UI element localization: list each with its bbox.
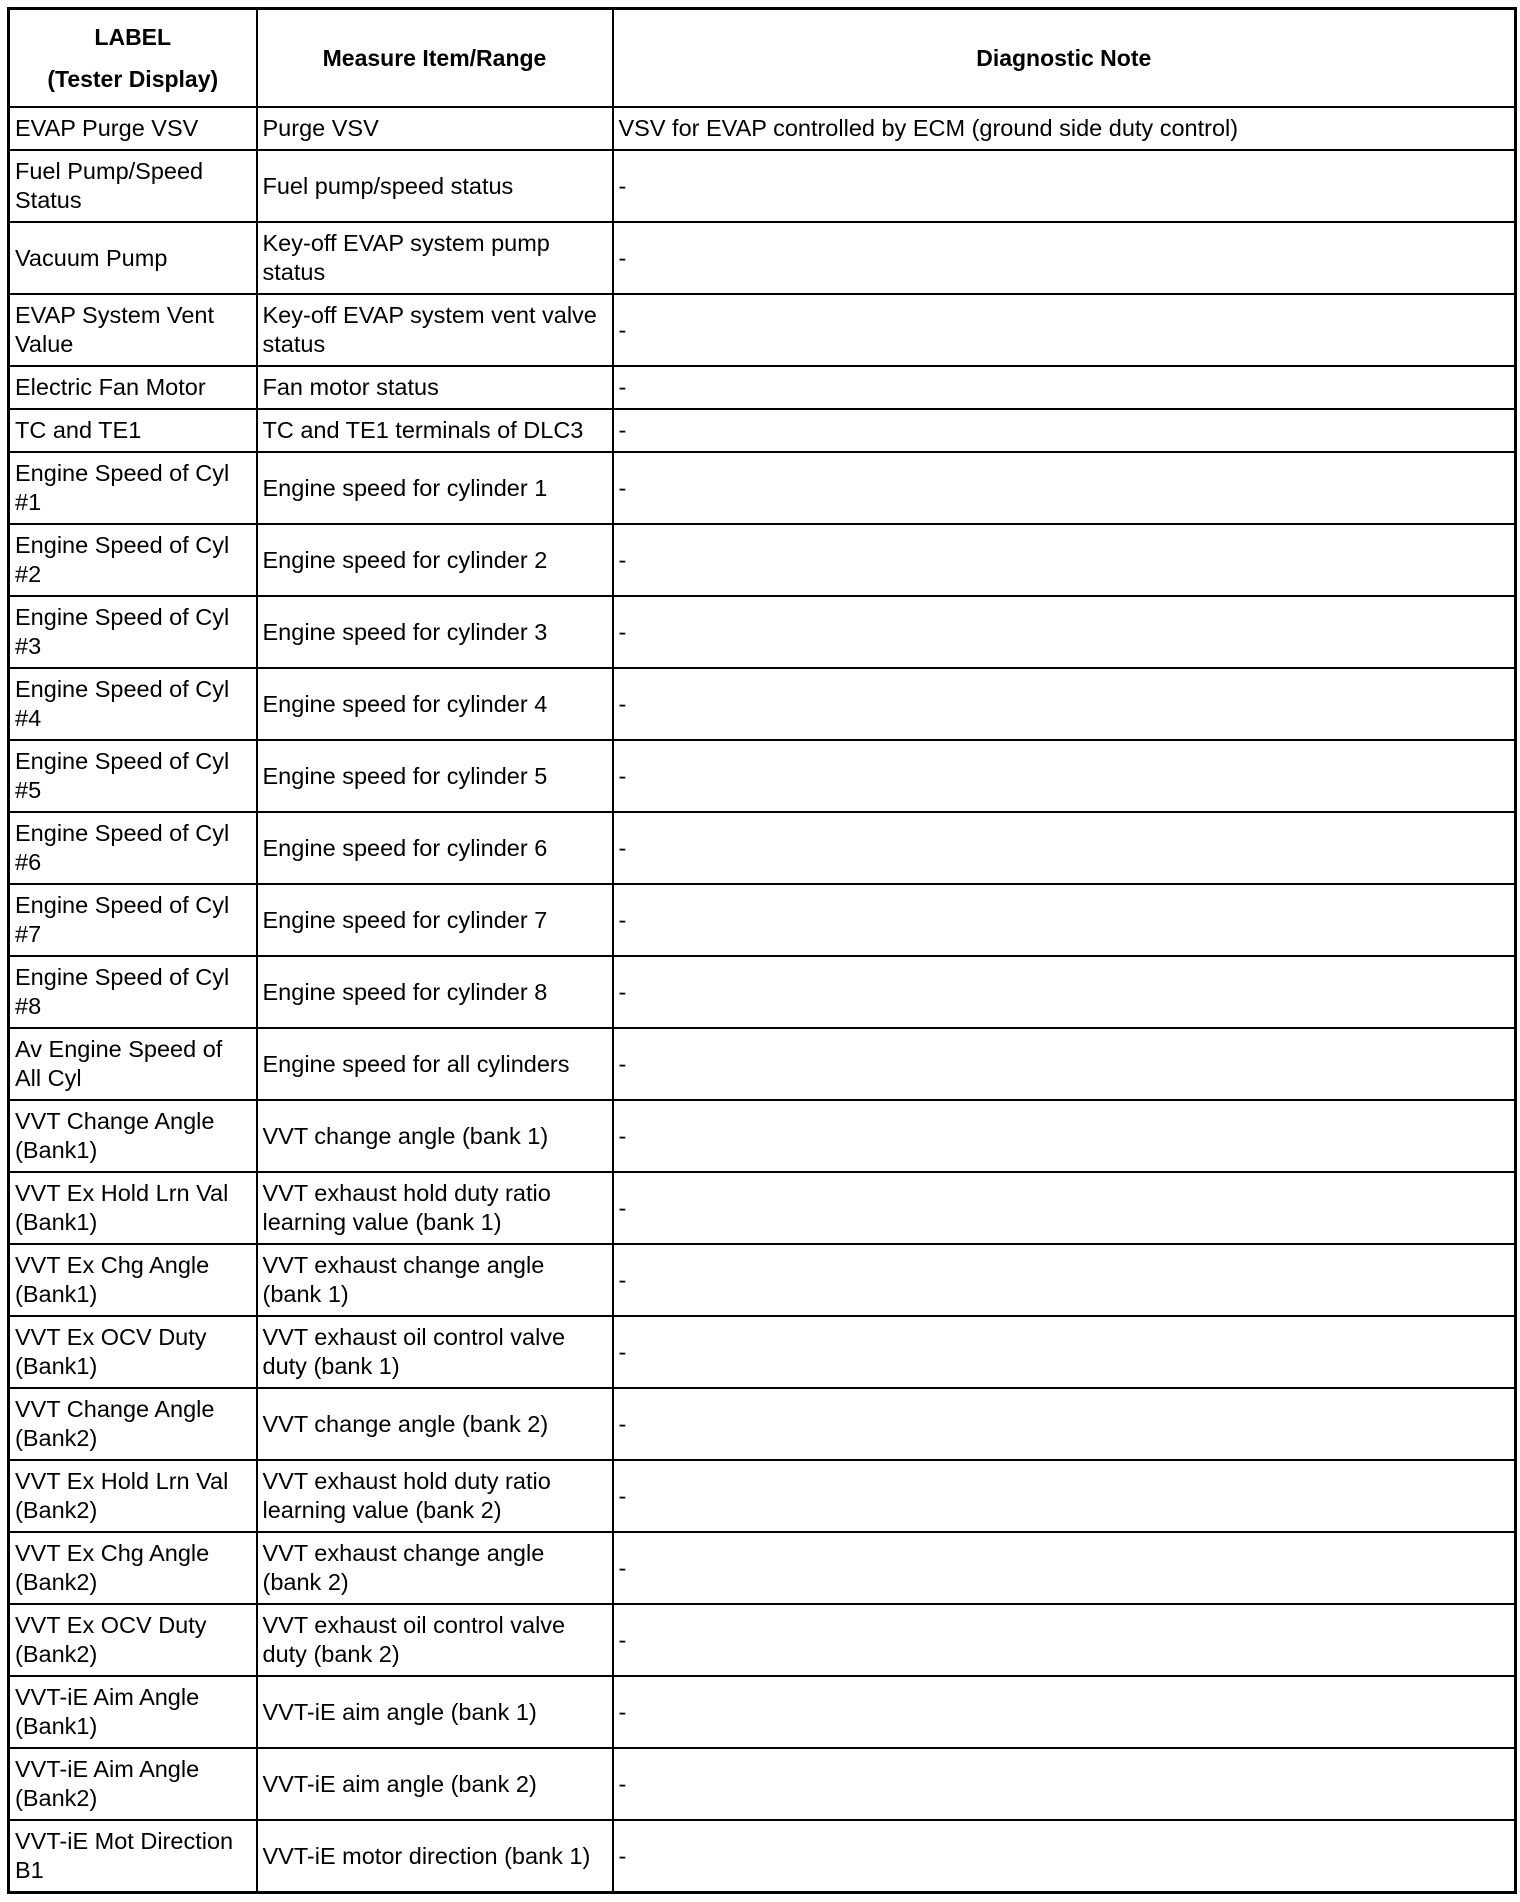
table-row: [9, 1460, 1516, 1532]
cell-label: VVT Ex OCV Duty (Bank1): [9, 1316, 257, 1388]
cell-label: Fuel Pump/Speed Status: [9, 150, 257, 222]
cell-note: -: [613, 956, 1516, 1028]
cell-note: -: [613, 1460, 1516, 1532]
cell-note: -: [613, 1676, 1516, 1748]
table-row: [9, 150, 1516, 222]
cell-measure: VVT exhaust oil control valve duty (bank 1): [257, 1316, 613, 1388]
header-note: Diagnostic Note: [613, 9, 1516, 108]
table-row: [9, 596, 1516, 668]
cell-note: -: [613, 1604, 1516, 1676]
cell-measure: VVT change angle (bank 2): [257, 1388, 613, 1460]
table-row: [9, 1244, 1516, 1316]
cell-note: -: [613, 524, 1516, 596]
cell-note: -: [613, 1748, 1516, 1820]
cell-label: Vacuum Pump: [9, 222, 257, 294]
table-row: [9, 452, 1516, 524]
table-header-row: [9, 9, 1516, 108]
cell-measure: Engine speed for cylinder 1: [257, 452, 613, 524]
cell-label: Engine Speed of Cyl #2: [9, 524, 257, 596]
cell-measure: VVT exhaust hold duty ratio learning value (bank 2): [257, 1460, 613, 1532]
cell-measure: Key-off EVAP system vent valve status: [257, 294, 613, 366]
header-label-line2: (Tester Display): [47, 66, 219, 92]
cell-measure: Engine speed for cylinder 2: [257, 524, 613, 596]
table-row: [9, 1028, 1516, 1100]
cell-note: -: [613, 1316, 1516, 1388]
cell-label: VVT-iE Aim Angle (Bank2): [9, 1748, 257, 1820]
cell-note: -: [613, 1820, 1516, 1893]
cell-note: -: [613, 1028, 1516, 1100]
table-row: [9, 1388, 1516, 1460]
table-row: [9, 884, 1516, 956]
cell-measure: VVT exhaust hold duty ratio learning value (bank 1): [257, 1172, 613, 1244]
cell-measure: VVT exhaust change angle (bank 2): [257, 1532, 613, 1604]
cell-label: VVT-iE Mot Direction B1: [9, 1820, 257, 1893]
cell-label: Engine Speed of Cyl #8: [9, 956, 257, 1028]
cell-note: -: [613, 366, 1516, 409]
cell-note: -: [613, 1388, 1516, 1460]
cell-label: Electric Fan Motor: [9, 366, 257, 409]
cell-note: -: [613, 222, 1516, 294]
cell-label: VVT Change Angle (Bank1): [9, 1100, 257, 1172]
header-measure: Measure Item/Range: [257, 9, 613, 108]
table-row: [9, 1100, 1516, 1172]
cell-note: -: [613, 812, 1516, 884]
cell-label: Engine Speed of Cyl #1: [9, 452, 257, 524]
table-row: [9, 956, 1516, 1028]
table-row: [9, 1316, 1516, 1388]
table-body: [9, 107, 1516, 1893]
cell-measure: TC and TE1 terminals of DLC3: [257, 409, 613, 452]
cell-label: Engine Speed of Cyl #6: [9, 812, 257, 884]
cell-measure: Engine speed for cylinder 4: [257, 668, 613, 740]
cell-label: EVAP System Vent Value: [9, 294, 257, 366]
cell-note: -: [613, 409, 1516, 452]
data-table: [7, 7, 1517, 1894]
table-row: [9, 668, 1516, 740]
cell-label: Engine Speed of Cyl #4: [9, 668, 257, 740]
table-row: [9, 294, 1516, 366]
cell-label: VVT Change Angle (Bank2): [9, 1388, 257, 1460]
cell-note: -: [613, 150, 1516, 222]
table-row: [9, 107, 1516, 150]
table-row: [9, 222, 1516, 294]
table-row: [9, 1604, 1516, 1676]
cell-label: Engine Speed of Cyl #7: [9, 884, 257, 956]
header-label-line1: LABEL: [94, 24, 172, 50]
cell-label: VVT Ex Chg Angle (Bank1): [9, 1244, 257, 1316]
cell-measure: Fan motor status: [257, 366, 613, 409]
cell-label: TC and TE1: [9, 409, 257, 452]
cell-measure: Engine speed for cylinder 7: [257, 884, 613, 956]
cell-measure: VVT-iE motor direction (bank 1): [257, 1820, 613, 1893]
cell-note: -: [613, 596, 1516, 668]
cell-measure: VVT-iE aim angle (bank 1): [257, 1676, 613, 1748]
table-row: [9, 1676, 1516, 1748]
cell-label: EVAP Purge VSV: [9, 107, 257, 150]
table-row: [9, 1172, 1516, 1244]
cell-measure: VVT-iE aim angle (bank 2): [257, 1748, 613, 1820]
cell-note: VSV for EVAP controlled by ECM (ground side duty control): [613, 107, 1516, 150]
cell-note: -: [613, 294, 1516, 366]
cell-label: Engine Speed of Cyl #5: [9, 740, 257, 812]
cell-measure: VVT exhaust oil control valve duty (bank 2): [257, 1604, 613, 1676]
cell-measure: Key-off EVAP system pump status: [257, 222, 613, 294]
table-row: [9, 366, 1516, 409]
table-row: [9, 1748, 1516, 1820]
cell-measure: Engine speed for all cylinders: [257, 1028, 613, 1100]
cell-measure: VVT exhaust change angle (bank 1): [257, 1244, 613, 1316]
cell-measure: Fuel pump/speed status: [257, 150, 613, 222]
cell-label: VVT Ex Hold Lrn Val (Bank1): [9, 1172, 257, 1244]
cell-note: -: [613, 452, 1516, 524]
cell-note: -: [613, 884, 1516, 956]
cell-note: -: [613, 740, 1516, 812]
cell-note: -: [613, 1244, 1516, 1316]
cell-label: Engine Speed of Cyl #3: [9, 596, 257, 668]
cell-measure: Engine speed for cylinder 8: [257, 956, 613, 1028]
cell-label: Av Engine Speed of All Cyl: [9, 1028, 257, 1100]
cell-measure: VVT change angle (bank 1): [257, 1100, 613, 1172]
cell-note: -: [613, 668, 1516, 740]
cell-label: VVT Ex Chg Angle (Bank2): [9, 1532, 257, 1604]
cell-label: VVT-iE Aim Angle (Bank1): [9, 1676, 257, 1748]
table-row: [9, 524, 1516, 596]
cell-measure: Engine speed for cylinder 3: [257, 596, 613, 668]
cell-note: -: [613, 1532, 1516, 1604]
table-row: [9, 740, 1516, 812]
cell-measure: Purge VSV: [257, 107, 613, 150]
cell-measure: Engine speed for cylinder 6: [257, 812, 613, 884]
cell-label: VVT Ex Hold Lrn Val (Bank2): [9, 1460, 257, 1532]
table-row: [9, 812, 1516, 884]
cell-measure: Engine speed for cylinder 5: [257, 740, 613, 812]
cell-label: VVT Ex OCV Duty (Bank2): [9, 1604, 257, 1676]
table-row: [9, 409, 1516, 452]
cell-note: -: [613, 1172, 1516, 1244]
table-row: [9, 1820, 1516, 1893]
cell-note: -: [613, 1100, 1516, 1172]
header-label: [9, 9, 257, 108]
table-row: [9, 1532, 1516, 1604]
